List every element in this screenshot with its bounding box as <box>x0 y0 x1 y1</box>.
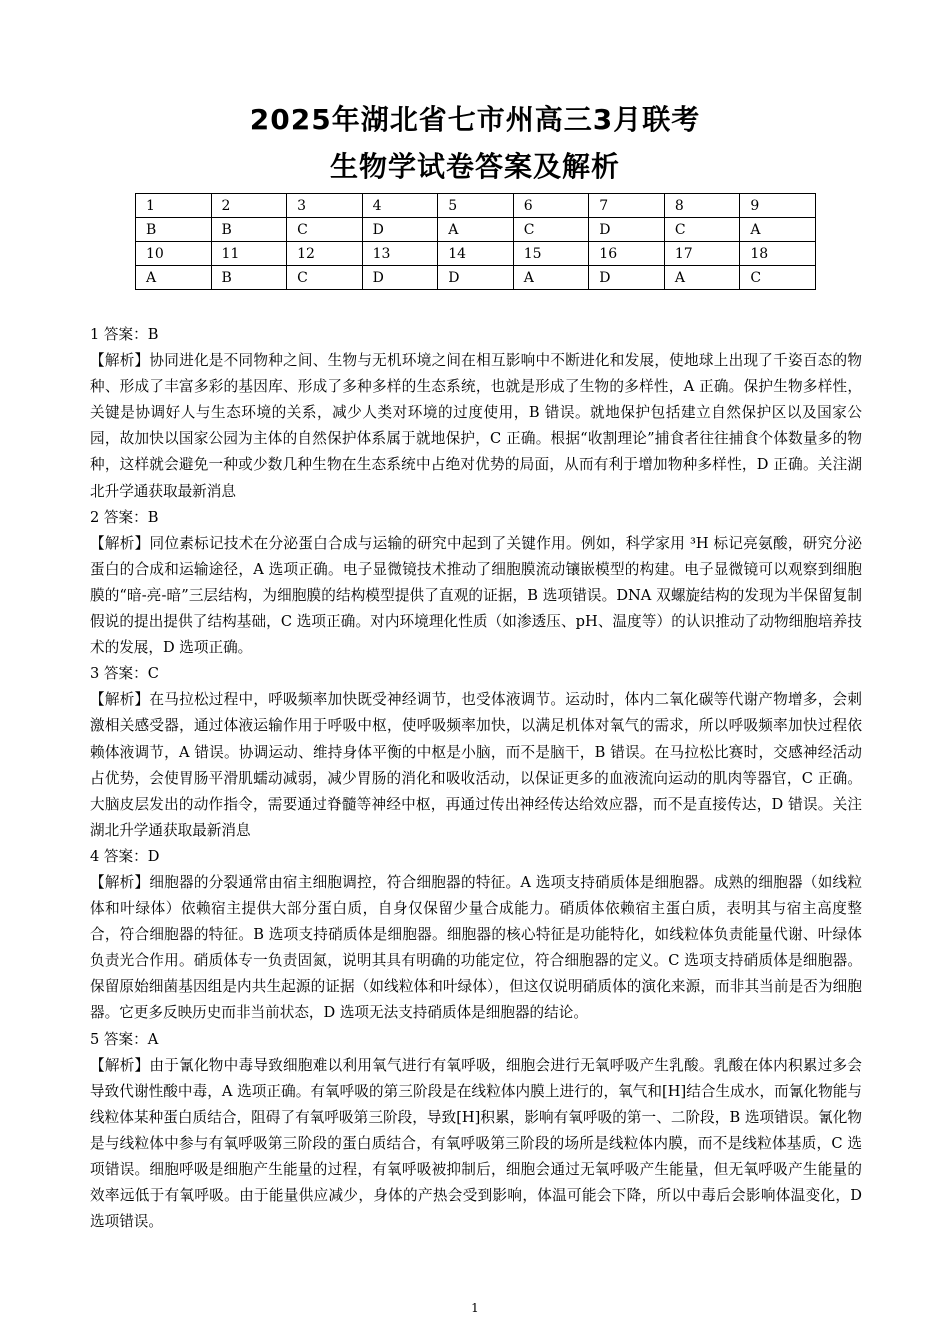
analysis-paragraph: 【解析】细胞器的分裂通常由宿主细胞调控，符合细胞器的特征。A 选项支持硝质体是细胞器。成熟的细胞器（如线粒体和叶绿体）依赖宿主提供大部分蛋白质，自身仅保留少量合成能力。硝质体依赖宿主蛋白质，表明其与宿主高度整合，符合细胞器的特征。B 选项支持硝质体是细胞器。细胞器的核心特征是功能特化，如线粒体负责能量代谢、叶绿体负责光合作用。硝质体专一负责固氮，说明其具有明确的功能定位，符合细胞器的定义。C 选项支持硝质体是细胞器。保留原始细菌基因组是内共生起源的证据（如线粒体和叶绿体），但这仅说明硝质体的演化来源，而非其当前是否为细胞器。它更多反映历史而非当前状态，D 选项无法支持硝质体是细胞器的结论。 <box>90 873 862 1022</box>
table-cell: 8 <box>664 194 740 218</box>
table-cell: C <box>664 218 740 242</box>
answer-table <box>135 193 816 290</box>
table-cell: C <box>287 266 363 290</box>
table-cell: B <box>136 218 212 242</box>
table-cell: C <box>513 218 589 242</box>
table-cell: B <box>211 218 287 242</box>
table-cell: D <box>589 218 665 242</box>
table-cell: 9 <box>740 194 816 218</box>
table-row <box>136 266 816 290</box>
table-cell: D <box>362 218 438 242</box>
table-cell: 7 <box>589 194 665 218</box>
answer-line: 5 答案：A <box>90 1030 159 1048</box>
table-cell: D <box>589 266 665 290</box>
table-cell: A <box>438 218 514 242</box>
table-row <box>136 218 816 242</box>
table-cell: 6 <box>513 194 589 218</box>
analysis-paragraph: 【解析】同位素标记技术在分泌蛋白合成与运输的研究中起到了关键作用。例如，科学家用 ³H 标记亮氨酸，研究分泌蛋白的合成和运输途径，A 选项正确。电子显微镜技术推动了细胞膜流动镶嵌模型的构建。电子显微镜可以观察到细胞膜的“暗-亮-暗”三层结构，为细胞膜的结构模型提供了直观的证据，B 选项错误。DNA 双螺旋结构的发现为半保留复制假说的提出提供了结构基础，C 选项正确。对内环境理化性质（如渗透压、pH、温度等）的认识推动了动物细胞培养技术的发展，D 选项正确。 <box>90 534 862 657</box>
answer-explanations <box>90 322 862 1235</box>
analysis-paragraph: 【解析】协同进化是不同物种之间、生物与无机环境之间在相互影响中不断进化和发展，使地球上出现了千姿百态的物种、形成了丰富多彩的基因库、形成了多种多样的生态系统，也就是形成了生物的多样性，A 正确。保护生物多样性，关键是协调好人与生态环境的关系，减少人类对环境的过度使用，B 错误。就地保护包括建立自然保护区以及国家公园，故加快以国家公园为主体的自然保护体系属于就地保护，C 正确。根据“收割理论”捕食者往往捕食个体数量多的物种，这样就会避免一种或少数几种生物在生态系统中占绝对优势的局面，从而有利于增加物种多样性，D 正确。关注湖北升学通获取最新消息 <box>90 352 862 500</box>
answer-line: 1 答案：B <box>90 326 159 343</box>
table-cell: 1 <box>136 194 212 218</box>
table-cell: 17 <box>664 242 740 266</box>
page-number: 1 <box>471 1301 479 1315</box>
analysis-paragraph: 【解析】由于氰化物中毒导致细胞难以利用氧气进行有氧呼吸，细胞会进行无氧呼吸产生乳酸。乳酸在体内积累过多会导致代谢性酸中毒，A 选项正确。有氧呼吸的第三阶段是在线粒体内膜上进行的，氧气和[H]结合生成水，而氰化物能与线粒体某种蛋白质结合，阻碍了有氧呼吸第三阶段，导致[H]积累，影响有氧呼吸的第一、二阶段，B 选项错误。氰化物是与线粒体中参与有氧呼吸第三阶段的蛋白质结合，有氧呼吸第三阶段的场所是线粒体内膜，而不是线粒体基质，C 选项错误。细胞呼吸是细胞产生能量的过程，有氧呼吸被抑制后，细胞会通过无氧呼吸产生能量，但无氧呼吸产生能量的效率远低于有氧呼吸。由于能量供应减少，身体的产热会受到影响，体温可能会下降，所以中毒后会影响体温变化，D 选项错误。 <box>90 1056 862 1231</box>
table-row <box>136 242 816 266</box>
table-cell: 14 <box>438 242 514 266</box>
table-cell: 15 <box>513 242 589 266</box>
table-cell: 10 <box>136 242 212 266</box>
table-cell: 12 <box>287 242 363 266</box>
answer-line: 4 答案：D <box>90 847 160 865</box>
analysis-paragraph: 【解析】在马拉松过程中，呼吸频率加快既受神经调节，也受体液调节。运动时，体内二氧化碳等代谢产物增多，会刺激相关感受器，通过体液运输作用于呼吸中枢，使呼吸频率加快，以满足机体对氧气的需求，所以呼吸频率加快过程依赖体液调节，A 错误。协调运动、维持身体平衡的中枢是小脑，而不是脑干，B 错误。在马拉松比赛时，交感神经活动占优势，会使胃肠平滑肌蠕动减弱，减少胃肠的消化和吸收活动，以保证更多的血液流向运动的肌肉等器官，C 正确。大脑皮层发出的动作指令，需要通过脊髓等神经中枢，再通过传出神经传达给效应器，而不是直接传达，D 错误。关注湖北升学通获取最新消息 <box>90 691 862 839</box>
table-cell: 13 <box>362 242 438 266</box>
table-cell: D <box>362 266 438 290</box>
page-subtitle: 生物学试卷答案及解析 <box>329 150 620 183</box>
table-cell: A <box>664 266 740 290</box>
table-cell: 18 <box>740 242 816 266</box>
table-cell: 16 <box>589 242 665 266</box>
table-cell: C <box>740 266 816 290</box>
table-cell: 3 <box>287 194 363 218</box>
answer-line: 2 答案：B <box>90 508 159 526</box>
table-cell: 4 <box>362 194 438 218</box>
page-title: 2025年湖北省七市州高三3月联考 <box>249 103 701 136</box>
table-cell: 2 <box>211 194 287 218</box>
table-cell: C <box>287 218 363 242</box>
table-cell: 11 <box>211 242 287 266</box>
table-cell: A <box>513 266 589 290</box>
table-cell: A <box>740 218 816 242</box>
table-row <box>136 194 816 218</box>
table-cell: B <box>211 266 287 290</box>
answer-line: 3 答案：C <box>90 665 159 683</box>
table-cell: A <box>136 266 212 290</box>
table-cell: 5 <box>438 194 514 218</box>
table-cell: D <box>438 266 514 290</box>
